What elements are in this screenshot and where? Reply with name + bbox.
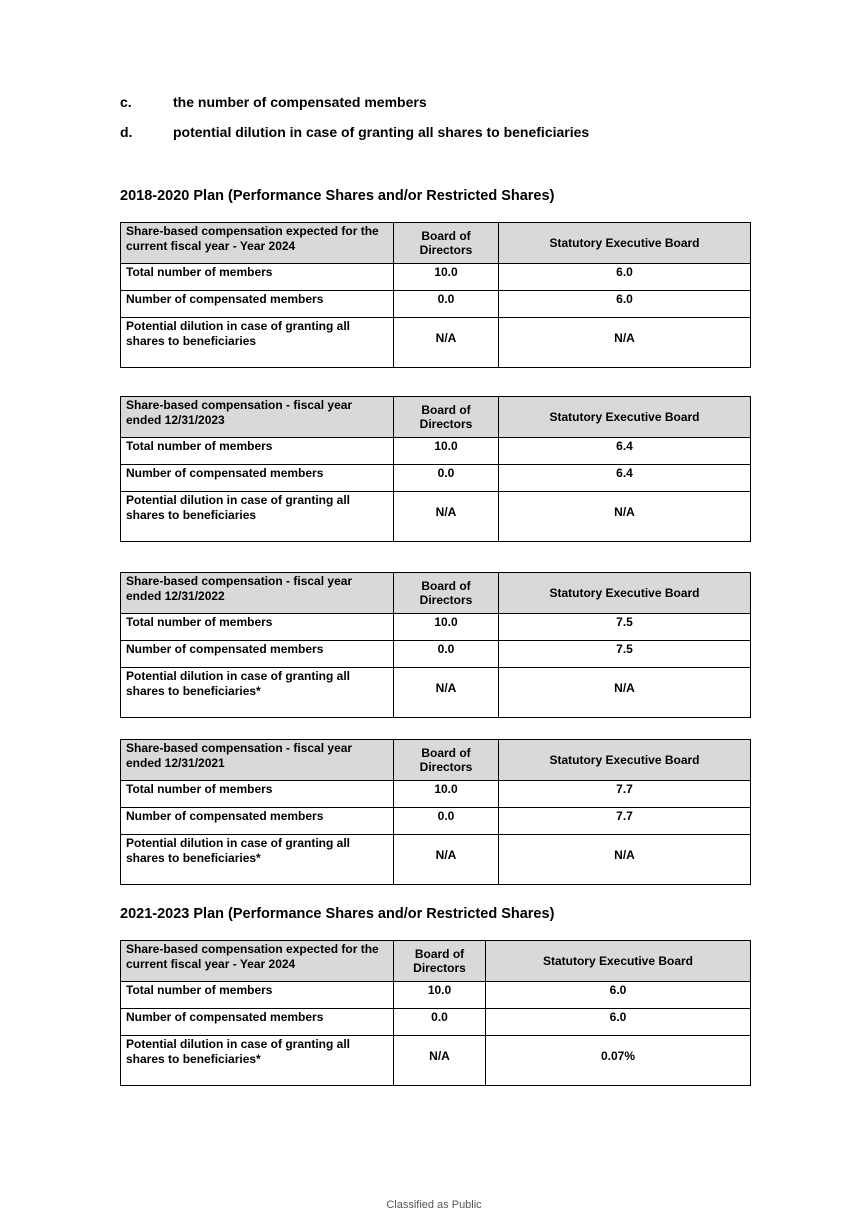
table-2024-expected-plan-2018 <box>120 222 751 368</box>
col-board: Board of Directors <box>394 223 499 264</box>
table-row <box>121 808 751 835</box>
table-row <box>121 668 751 718</box>
row-exec: 6.0 <box>499 264 751 291</box>
row-board: 10.0 <box>394 614 499 641</box>
row-exec: N/A <box>499 318 751 368</box>
row-board: 0.0 <box>394 291 499 318</box>
col-board: Board of Directors <box>394 573 499 614</box>
row-exec: 7.5 <box>499 614 751 641</box>
row-board: 10.0 <box>394 781 499 808</box>
row-label: Potential dilution in case of granting all shares to beneficiaries <box>121 318 394 368</box>
row-board: N/A <box>394 835 499 885</box>
row-board: 10.0 <box>394 264 499 291</box>
row-board: N/A <box>394 668 499 718</box>
list-text: potential dilution in case of granting all shares to beneficiaries <box>173 124 590 140</box>
table-row <box>121 291 751 318</box>
col-exec: Statutory Executive Board <box>499 223 751 264</box>
table-row <box>121 264 751 291</box>
table-header-label: Share-based compensation - fiscal year ended 12/31/2023 <box>121 397 394 438</box>
row-exec: 6.4 <box>499 465 751 492</box>
table-fy2022 <box>120 572 751 718</box>
row-exec: 6.4 <box>499 438 751 465</box>
col-board: Board of Directors <box>394 740 499 781</box>
table-row <box>121 492 751 542</box>
row-exec: N/A <box>499 668 751 718</box>
table-row <box>121 982 751 1009</box>
table-row <box>121 614 751 641</box>
row-board: N/A <box>394 1036 486 1086</box>
row-board: 0.0 <box>394 808 499 835</box>
col-exec: Statutory Executive Board <box>499 573 751 614</box>
row-exec: 7.7 <box>499 808 751 835</box>
list-letter: d. <box>120 124 133 140</box>
row-board: 0.0 <box>394 1009 486 1036</box>
table-row <box>121 1036 751 1086</box>
table-row <box>121 438 751 465</box>
row-exec: 7.7 <box>499 781 751 808</box>
table-row <box>121 1009 751 1036</box>
row-label: Total number of members <box>121 614 394 641</box>
table-row <box>121 641 751 668</box>
row-exec: 6.0 <box>486 982 751 1009</box>
row-label: Number of compensated members <box>121 465 394 492</box>
row-exec: 0.07% <box>486 1036 751 1086</box>
list-letter: c. <box>120 94 132 110</box>
col-board: Board of Directors <box>394 397 499 438</box>
row-exec: N/A <box>499 835 751 885</box>
row-board: N/A <box>394 318 499 368</box>
row-board: 10.0 <box>394 438 499 465</box>
row-label: Number of compensated members <box>121 291 394 318</box>
row-exec: N/A <box>499 492 751 542</box>
row-label: Total number of members <box>121 438 394 465</box>
col-exec: Statutory Executive Board <box>486 941 751 982</box>
row-label: Number of compensated members <box>121 1009 394 1036</box>
table-row <box>121 465 751 492</box>
row-board: 10.0 <box>394 982 486 1009</box>
table-fy2023 <box>120 396 751 542</box>
table-header-label: Share-based compensation expected for the current fiscal year - Year 2024 <box>121 223 394 264</box>
row-exec: 6.0 <box>486 1009 751 1036</box>
list-text: the number of compensated members <box>173 94 427 110</box>
table-row <box>121 835 751 885</box>
col-exec: Statutory Executive Board <box>499 397 751 438</box>
row-label: Potential dilution in case of granting all shares to beneficiaries* <box>121 1036 394 1086</box>
row-label: Number of compensated members <box>121 641 394 668</box>
row-board: 0.0 <box>394 465 499 492</box>
row-exec: 6.0 <box>499 291 751 318</box>
section-title-2018-2020: 2018-2020 Plan (Performance Shares and/or Restricted Shares) <box>120 188 555 204</box>
table-header-row <box>121 223 751 264</box>
table-header-row <box>121 573 751 614</box>
row-label: Total number of members <box>121 982 394 1009</box>
row-label: Total number of members <box>121 264 394 291</box>
table-row <box>121 781 751 808</box>
list-item-d <box>120 124 589 140</box>
col-exec: Statutory Executive Board <box>499 740 751 781</box>
table-header-row <box>121 397 751 438</box>
table-header-label: Share-based compensation - fiscal year ended 12/31/2021 <box>121 740 394 781</box>
section-title-2021-2023: 2021-2023 Plan (Performance Shares and/or Restricted Shares) <box>120 906 555 922</box>
row-label: Number of compensated members <box>121 808 394 835</box>
table-header-label: Share-based compensation - fiscal year ended 12/31/2022 <box>121 573 394 614</box>
col-board: Board of Directors <box>394 941 486 982</box>
row-label: Potential dilution in case of granting all shares to beneficiaries* <box>121 668 394 718</box>
table-header-row <box>121 740 751 781</box>
row-board: 0.0 <box>394 641 499 668</box>
classification-footer: Classified as Public <box>386 1199 482 1211</box>
row-exec: 7.5 <box>499 641 751 668</box>
row-label: Total number of members <box>121 781 394 808</box>
table-header-row <box>121 941 751 982</box>
row-label: Potential dilution in case of granting all shares to beneficiaries <box>121 492 394 542</box>
table-fy2021 <box>120 739 751 885</box>
table-2024-expected-plan-2021 <box>120 940 751 1086</box>
list-item-c <box>120 94 427 110</box>
row-label: Potential dilution in case of granting all shares to beneficiaries* <box>121 835 394 885</box>
row-board: N/A <box>394 492 499 542</box>
table-row <box>121 318 751 368</box>
table-header-label: Share-based compensation expected for the current fiscal year - Year 2024 <box>121 941 394 982</box>
